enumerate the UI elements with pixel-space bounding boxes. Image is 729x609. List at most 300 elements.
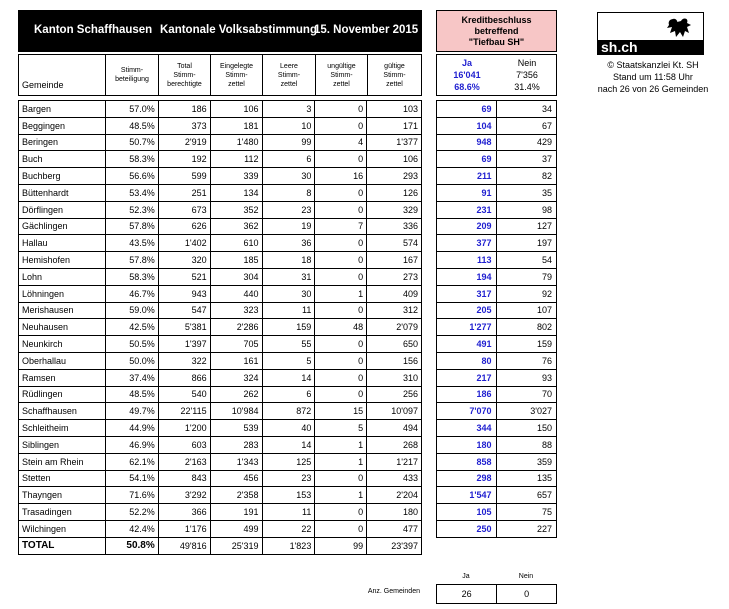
col-eingelegte: Eingelegte Stimm- zettel [211,55,263,95]
nein-votes: 359 [496,453,557,470]
ja-votes: 948 [437,134,497,151]
table-row [19,487,422,504]
cell-lee: 5 [262,352,315,369]
table-row [19,369,422,386]
kredit-row [437,268,557,285]
cell-bet: 37.4% [105,369,158,386]
table-row [19,218,422,235]
cell-gue: 103 [367,101,422,118]
stand-text: Stand um 11:58 Uhr [613,72,693,82]
cell-ber: 192 [158,151,210,168]
cell-ung: 0 [315,268,367,285]
table-row [19,101,422,118]
cell-ber: 322 [158,352,210,369]
nein-votes: 227 [496,520,557,537]
canton-title: Kanton Schaffhausen [34,24,153,36]
cell-ber: 599 [158,168,210,185]
gemeinde-name: Beringen [19,134,106,151]
cell-ber: 3'292 [158,487,210,504]
gem-nein-count: 0 [497,585,557,604]
kredit-summary [436,54,557,96]
col-gueltige: gültige Stimm- zettel [383,62,406,88]
results-table [18,100,422,555]
cell-ein: 324 [210,369,262,386]
kredit-table [436,100,557,538]
table-row [19,336,422,353]
cell-gue: 1'217 [367,453,422,470]
kredit-row [437,151,557,168]
anz-gemeinden-label: Anz. Gemeinden [367,588,420,595]
gem-ja-label: Ja [462,573,470,580]
table-row [19,386,422,403]
nein-votes: 98 [496,201,557,218]
table-row [19,235,422,252]
cell-lee: 23 [262,201,315,218]
ja-votes: 231 [437,201,497,218]
cell-ung: 0 [315,117,367,134]
table-row [19,268,422,285]
nein-votes: 93 [496,369,557,386]
col-leere: Leere Stimm- zettel [263,55,316,95]
cell-ung: 48 [315,319,367,336]
table-row [19,117,422,134]
ja-votes: 194 [437,268,497,285]
table-row [19,436,422,453]
cell-bet: 71.6% [105,487,158,504]
cell-bet: 59.0% [105,302,158,319]
ja-votes: 80 [437,352,497,369]
copyright-text: © Staatskanzlei Kt. SH [607,60,699,70]
cell-gue: 2'079 [367,319,422,336]
cell-ung: 1 [315,285,367,302]
cell-bet: 52.2% [105,504,158,521]
cell-bet: 54.1% [105,470,158,487]
nein-votes: 79 [496,268,557,285]
ja-votes: 7'070 [437,403,497,420]
shch-logo[interactable] [597,12,704,55]
nein-total: 7'356 [516,70,538,80]
cell-gue: 167 [367,252,422,269]
logo-text: sh.ch [601,39,638,55]
cell-gue: 273 [367,268,422,285]
cell-gue: 1'377 [367,134,422,151]
nein-votes: 150 [496,420,557,437]
gemeinde-name: Oberhallau [19,352,106,369]
cell-ber: 1'200 [158,420,210,437]
nein-label: Nein [517,58,537,68]
cell-ein: 10'984 [210,403,262,420]
cell-ber: 5'381 [158,319,210,336]
cell-lee: 125 [262,453,315,470]
cell-bet: 50.0% [105,352,158,369]
nein-votes: 3'027 [496,403,557,420]
cell-gue: 256 [367,386,422,403]
total-row [19,537,422,554]
cell-ung: 0 [315,336,367,353]
cell-ber: 626 [158,218,210,235]
ja-votes: 205 [437,302,497,319]
cell-gue: 574 [367,235,422,252]
kredit-row [437,184,557,201]
total-bet: 50.8% [105,537,158,554]
kredit-row [437,386,557,403]
total-gue: 23'397 [367,537,422,554]
table-row [19,168,422,185]
cell-ein: 2'286 [210,319,262,336]
cell-lee: 14 [262,369,315,386]
kredit-row [437,285,557,302]
cell-bet: 42.5% [105,319,158,336]
ja-votes: 186 [437,386,497,403]
col-beteiligung: Stimm- beteiligung [106,55,159,95]
cell-bet: 57.8% [105,252,158,269]
cell-bet: 53.4% [105,184,158,201]
nein-votes: 657 [496,487,557,504]
cell-lee: 11 [262,504,315,521]
nein-votes: 82 [496,168,557,185]
cell-ung: 0 [315,184,367,201]
nein-votes: 802 [496,319,557,336]
nein-percent: 31.4% [514,82,540,92]
cell-ber: 1'402 [158,235,210,252]
nein-votes: 67 [496,117,557,134]
total-lee: 1'823 [262,537,315,554]
kredit-row [437,487,557,504]
kredit-title-1: Kreditbeschluss [461,14,532,25]
nein-votes: 35 [496,184,557,201]
table-row [19,352,422,369]
cell-ber: 673 [158,201,210,218]
table-row [19,453,422,470]
cell-lee: 30 [262,285,315,302]
cell-ber: 251 [158,184,210,201]
cell-ber: 547 [158,302,210,319]
cell-ber: 603 [158,436,210,453]
cell-ung: 0 [315,201,367,218]
cell-lee: 22 [262,520,315,537]
gemeinden-table [436,584,557,604]
cell-ein: 705 [210,336,262,353]
cell-bet: 49.7% [105,403,158,420]
cell-bet: 46.7% [105,285,158,302]
table-row [19,520,422,537]
cell-lee: 18 [262,252,315,269]
cell-ein: 1'480 [210,134,262,151]
cell-ber: 540 [158,386,210,403]
cell-bet: 52.3% [105,201,158,218]
cell-gue: 171 [367,117,422,134]
ja-votes: 317 [437,285,497,302]
kredit-row [437,235,557,252]
cell-lee: 36 [262,235,315,252]
cell-ung: 7 [315,218,367,235]
cell-ber: 1'176 [158,520,210,537]
kredit-row [437,436,557,453]
ja-label: Ja [461,58,472,68]
cell-ein: 499 [210,520,262,537]
nein-votes: 429 [496,134,557,151]
gemeinde-name: Buch [19,151,106,168]
table-row [19,201,422,218]
cell-ein: 440 [210,285,262,302]
cell-gue: 494 [367,420,422,437]
gemeinde-name: Merishausen [19,302,106,319]
cell-gue: 433 [367,470,422,487]
cell-ein: 2'358 [210,487,262,504]
nein-votes: 34 [496,101,557,118]
gemeinde-name: Hemishofen [19,252,106,269]
cell-bet: 44.9% [105,420,158,437]
cell-ung: 0 [315,352,367,369]
gemeinde-name: Löhningen [19,285,106,302]
cell-ein: 323 [210,302,262,319]
cell-ung: 0 [315,151,367,168]
ja-votes: 344 [437,420,497,437]
cell-ung: 1 [315,487,367,504]
col-ungueltige: ungültige Stimm- zettel [316,55,368,95]
gemeinde-name: Neunkirch [19,336,106,353]
cell-ung: 0 [315,101,367,118]
gemeinde-name: Beggingen [19,117,106,134]
table-row [19,470,422,487]
cell-gue: 310 [367,369,422,386]
kredit-row [437,319,557,336]
cell-gue: 106 [367,151,422,168]
gemeinde-name: Schleitheim [19,420,106,437]
cell-ung: 5 [315,420,367,437]
nein-votes: 54 [496,252,557,269]
nein-votes: 159 [496,336,557,353]
kredit-row [437,470,557,487]
gemeinde-name: Stetten [19,470,106,487]
cell-ung: 0 [315,235,367,252]
total-ung: 99 [315,537,367,554]
kredit-title-2: betreffend [474,25,519,36]
cell-bet: 57.0% [105,101,158,118]
ja-percent: 68.6% [454,82,480,92]
gemeinde-name: Hallau [19,235,106,252]
gemeinde-name: Lohn [19,268,106,285]
cell-ein: 106 [210,101,262,118]
gemeinde-name: Büttenhardt [19,184,106,201]
nein-votes: 88 [496,436,557,453]
cell-gue: 293 [367,168,422,185]
cell-ber: 1'397 [158,336,210,353]
cell-ein: 191 [210,504,262,521]
nein-votes: 70 [496,386,557,403]
cell-bet: 42.4% [105,520,158,537]
ja-votes: 69 [437,101,497,118]
ja-votes: 104 [437,117,497,134]
cell-lee: 19 [262,218,315,235]
cell-lee: 40 [262,420,315,437]
table-row [19,420,422,437]
kredit-row [437,201,557,218]
kredit-row [437,453,557,470]
kredit-row [437,420,557,437]
nein-votes: 135 [496,470,557,487]
cell-ein: 161 [210,352,262,369]
gem-nein-label: Nein [518,573,534,580]
ja-total: 16'041 [453,70,481,80]
kredit-row [437,302,557,319]
cell-lee: 31 [262,268,315,285]
cell-ung: 0 [315,470,367,487]
ja-votes: 180 [437,436,497,453]
ja-votes: 298 [437,470,497,487]
cell-lee: 3 [262,101,315,118]
cell-ung: 15 [315,403,367,420]
cell-ung: 0 [315,386,367,403]
ja-votes: 91 [437,184,497,201]
table-row [19,151,422,168]
ja-votes: 491 [437,336,497,353]
cell-bet: 48.5% [105,386,158,403]
ram-icon [663,15,697,43]
title-banner [18,10,422,52]
cell-ber: 866 [158,369,210,386]
cell-ung: 0 [315,302,367,319]
total-ein: 25'319 [210,537,262,554]
cell-bet: 50.7% [105,134,158,151]
table-row [19,285,422,302]
cell-bet: 48.5% [105,117,158,134]
cell-ein: 362 [210,218,262,235]
cell-bet: 58.3% [105,268,158,285]
table-row [19,504,422,521]
gemeinde-name: Rüdlingen [19,386,106,403]
ja-votes: 1'277 [437,319,497,336]
kredit-row [437,504,557,521]
col-gemeinde: Gemeinde [19,55,106,95]
col-berechtigte: Total Stimm- berechtigte [159,55,211,95]
kredit-title-box [436,10,557,52]
cell-ein: 185 [210,252,262,269]
gem-ja-count: 26 [437,585,497,604]
cell-gue: 126 [367,184,422,201]
kredit-row [437,352,557,369]
gemeinde-name: Stein am Rhein [19,453,106,470]
cell-gue: 650 [367,336,422,353]
cell-gue: 268 [367,436,422,453]
cell-gue: 409 [367,285,422,302]
table-row [19,184,422,201]
kredit-row [437,369,557,386]
nein-votes: 92 [496,285,557,302]
gemeinde-name: Wilchingen [19,520,106,537]
gemeinde-name: Ramsen [19,369,106,386]
cell-ber: 943 [158,285,210,302]
cell-ein: 456 [210,470,262,487]
nein-votes: 107 [496,302,557,319]
cell-lee: 6 [262,386,315,403]
cell-gue: 477 [367,520,422,537]
kredit-row [437,117,557,134]
cell-ber: 2'919 [158,134,210,151]
cell-ein: 304 [210,268,262,285]
cell-bet: 46.9% [105,436,158,453]
cell-ung: 0 [315,520,367,537]
kredit-title-3: "Tiefbau SH" [468,36,525,47]
total-label: TOTAL [19,537,106,554]
cell-lee: 872 [262,403,315,420]
cell-bet: 50.5% [105,336,158,353]
cell-lee: 23 [262,470,315,487]
cell-ein: 339 [210,168,262,185]
gemeinde-name: Trasadingen [19,504,106,521]
vote-title: Kantonale Volksabstimmung [160,24,317,36]
cell-ung: 0 [315,369,367,386]
table-row [19,252,422,269]
gemeinde-name: Siblingen [19,436,106,453]
nein-votes: 197 [496,235,557,252]
cell-ein: 610 [210,235,262,252]
cell-lee: 8 [262,184,315,201]
cell-lee: 10 [262,117,315,134]
gemeinde-name: Thayngen [19,487,106,504]
cell-ein: 262 [210,386,262,403]
cell-lee: 153 [262,487,315,504]
cell-ung: 1 [315,453,367,470]
cell-ung: 16 [315,168,367,185]
cell-gue: 156 [367,352,422,369]
ja-votes: 209 [437,218,497,235]
ja-votes: 113 [437,252,497,269]
ja-votes: 250 [437,520,497,537]
table-row [19,134,422,151]
kredit-row [437,520,557,537]
cell-ber: 186 [158,101,210,118]
cell-ber: 373 [158,117,210,134]
kredit-row [437,403,557,420]
cell-lee: 99 [262,134,315,151]
cell-bet: 43.5% [105,235,158,252]
cell-gue: 312 [367,302,422,319]
cell-ber: 366 [158,504,210,521]
gemeinde-name: Bargen [19,101,106,118]
gemeinde-name: Buchberg [19,168,106,185]
gemeinde-name: Gächlingen [19,218,106,235]
cell-gue: 180 [367,504,422,521]
cell-bet: 57.8% [105,218,158,235]
cell-lee: 55 [262,336,315,353]
cell-ung: 1 [315,436,367,453]
cell-ber: 2'163 [158,453,210,470]
cell-ein: 283 [210,436,262,453]
cell-gue: 329 [367,201,422,218]
nein-votes: 37 [496,151,557,168]
progress-text: nach 26 von 26 Gemeinden [597,84,709,94]
cell-ung: 4 [315,134,367,151]
kredit-row [437,101,557,118]
cell-ung: 0 [315,504,367,521]
ja-votes: 105 [437,504,497,521]
cell-ein: 539 [210,420,262,437]
ja-votes: 377 [437,235,497,252]
ja-votes: 1'547 [437,487,497,504]
cell-lee: 11 [262,302,315,319]
info-block [583,59,723,95]
cell-ein: 1'343 [210,453,262,470]
ja-votes: 858 [437,453,497,470]
cell-ein: 134 [210,184,262,201]
cell-ein: 112 [210,151,262,168]
cell-ber: 843 [158,470,210,487]
table-row [19,302,422,319]
cell-ung: 0 [315,252,367,269]
gemeinde-name: Schaffhausen [19,403,106,420]
nein-votes: 127 [496,218,557,235]
